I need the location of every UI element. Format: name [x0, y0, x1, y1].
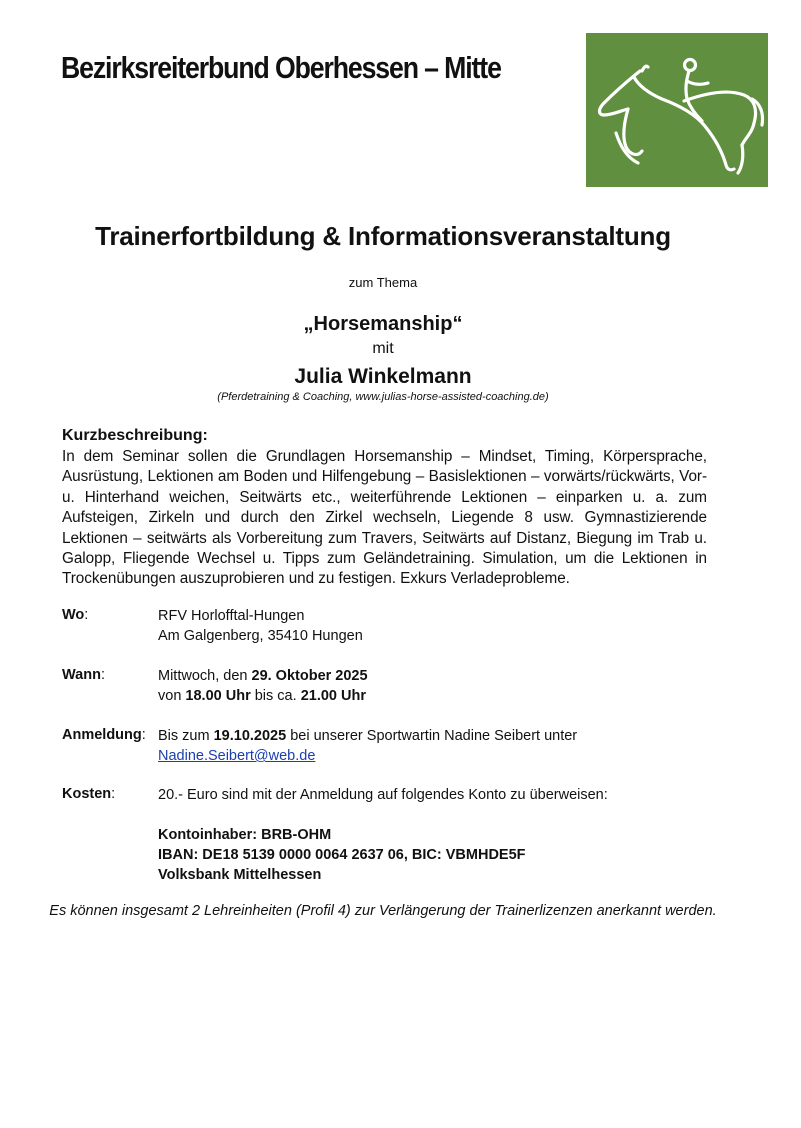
description-heading: Kurzbeschreibung: [62, 427, 208, 444]
reg-prefix: Bis zum [158, 728, 214, 744]
account-holder: Kontoinhaber: BRB-OHM [158, 827, 332, 843]
when-date: 29. Oktober 2025 [251, 668, 368, 684]
registration-value [158, 726, 758, 766]
with-text: mit [372, 340, 394, 357]
when-time-mid: bis ca. [250, 688, 301, 704]
registration-label: Anmeldung: [62, 727, 146, 743]
horse-rider-logo-icon [586, 33, 768, 187]
iban: IBAN: DE18 5139 0000 0064 2637 06, BIC: VBMHDE5F [158, 847, 526, 863]
cost-label: Kosten: [62, 786, 116, 802]
where-value [158, 606, 758, 646]
where-line1: RFV Horlofftal-Hungen [158, 608, 305, 624]
speaker-info: (Pferdetraining & Coaching, www.julias-horse-assisted-coaching.de) [217, 391, 549, 403]
when-start: 18.00 Uhr [185, 688, 251, 704]
bank-details [158, 825, 758, 885]
event-topic: „Horsemanship“ [303, 313, 463, 335]
topic-intro: zum Thema [348, 275, 418, 290]
speaker-name: Julia Winkelmann [294, 365, 472, 388]
when-time-prefix: von [158, 688, 186, 704]
when-end: 21.00 Uhr [300, 688, 366, 704]
registration-email-link[interactable]: Nadine.Seibert@web.de [158, 748, 316, 764]
logo [586, 33, 768, 187]
when-label: Wann: [62, 667, 105, 683]
reg-text: bei unserer Sportwartin Nadine Seibert unter [286, 728, 578, 744]
description-text: In dem Seminar sollen die Grundlagen Horsemanship – Mindset, Timing, Körpersprache, Ausrüstung, Lektionen am Boden und Hilfengebung – Basislektionen – vorwärts/rückwärts, Vor- u. Hinterhand weichen, Seitwärts etc., weiterführende Lektionen – einparken u. a. zum Aufsteigen, Zirkeln und durch den Zirkel wechseln, Liegende 8 usw. Gymnastizierende Lektionen – seitwärts als Vorbereitung zum Travers, Seitwärts auf Distanz, Biegung im Trab u. Galopp, Fliegende Wechsel u. Tipps zum Geländetraining. Simulation, um die Lektionen in Trockenübungen auszuprobieren und zu festigen. Exkurs Verladeprobleme. [62, 448, 707, 588]
cost-value: 20.- Euro sind mit der Anmeldung auf folgendes Konto zu überweisen: [158, 787, 608, 803]
event-title: Trainerfortbildung & Informationsveranstaltung [95, 221, 671, 251]
when-prefix: Mittwoch, den [158, 668, 252, 684]
where-line2: Am Galgenberg, 35410 Hungen [158, 628, 363, 644]
bank-name: Volksbank Mittelhessen [158, 867, 322, 883]
footer-note: Es können insgesamt 2 Lehreinheiten (Profil 4) zur Verlängerung der Trainerlizenzen anerkannt werden. [49, 903, 717, 919]
org-title: Bezirksreiterbund Oberhessen – Mitte [61, 50, 501, 85]
reg-date: 19.10.2025 [213, 728, 287, 744]
when-value [158, 666, 758, 706]
where-label: Wo: [62, 607, 89, 623]
